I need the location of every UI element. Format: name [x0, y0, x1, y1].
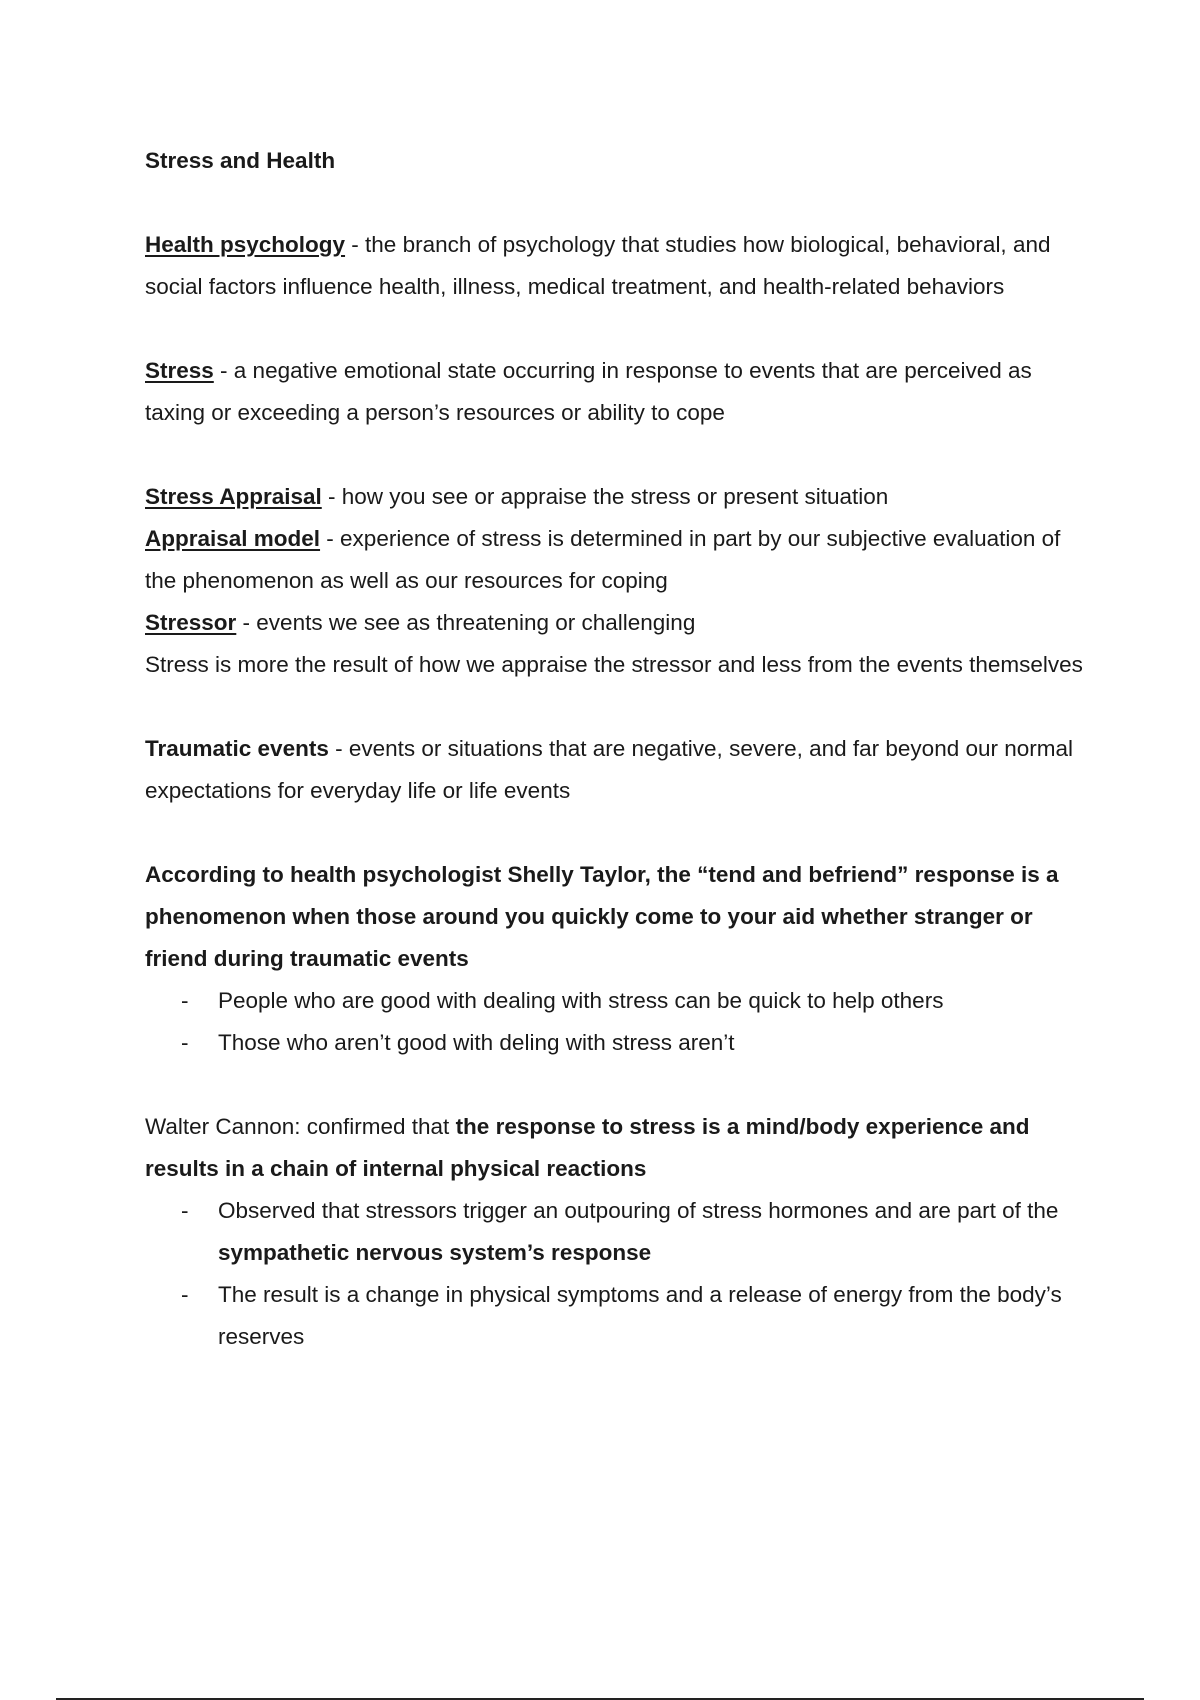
taylor-bullet-list [145, 980, 1095, 1064]
stress-term: Stress [145, 358, 214, 383]
stress-text: - a negative emotional state occurring in response to events that are perceived as taxing or exceeding a person’s resources or ability to cope [145, 358, 1032, 425]
list-item-bold: sympathetic nervous system’s response [218, 1240, 652, 1265]
stressor-note: Stress is more the result of how we appraise the stressor and less from the events themselves [145, 652, 1083, 677]
dash-marker: - [181, 1282, 189, 1307]
list-item-text: People who are good with dealing with stress can be quick to help others [218, 988, 944, 1013]
list-item [145, 1190, 1095, 1274]
dash-marker: - [181, 1198, 189, 1223]
stressor-text: - events we see as threatening or challenging [236, 610, 696, 635]
traumatic-events-definition [145, 728, 1095, 812]
list-item-text: The result is a change in physical symptoms and a release of energy from the body’s reserves [218, 1282, 1062, 1349]
health-psychology-definition [145, 224, 1095, 308]
list-item [145, 1274, 1095, 1358]
health-psychology-term: Health psychology [145, 232, 346, 257]
stress-definition [145, 350, 1095, 434]
cannon-intro: Walter Cannon: confirmed that [145, 1114, 456, 1139]
taylor-statement: According to health psychologist Shelly Taylor, the “tend and befriend” response is a phenomenon when those around you quickly come to your aid whether stranger or friend during traumatic events [145, 862, 1059, 971]
traumatic-events-term: Traumatic events [145, 736, 329, 761]
list-item-text: Observed that stressors trigger an outpouring of stress hormones and are part of the [218, 1198, 1059, 1223]
document-page [145, 140, 1095, 1358]
cannon-bold: the response to stress is a mind/body experience and results in a chain of internal physical reactions [145, 1114, 1030, 1181]
appraisal-model-text: - experience of stress is determined in part by our subjective evaluation of the phenomenon as well as our resources for coping [145, 526, 1061, 593]
list-item [145, 1022, 1095, 1064]
stressor-term: Stressor [145, 610, 237, 635]
list-item-text: Those who aren’t good with deling with stress aren’t [218, 1030, 735, 1055]
list-item [145, 980, 1095, 1022]
stress-appraisal-text: - how you see or appraise the stress or present situation [321, 484, 889, 509]
dash-marker: - [181, 988, 189, 1013]
appraisal-model-definition [145, 518, 1095, 602]
cannon-bullet-list [145, 1190, 1095, 1358]
appraisal-model-term: Appraisal model [145, 526, 321, 551]
page-title: Stress and Health [145, 148, 336, 173]
health-psychology-text: - the branch of psychology that studies how biological, behavioral, and social factors influence health, illness, medical treatment, and health-related behaviors [145, 232, 1051, 299]
dash-marker: - [181, 1030, 189, 1055]
stress-appraisal-definition [145, 476, 1095, 518]
stress-appraisal-term: Stress Appraisal [145, 484, 322, 509]
traumatic-events-text: - events or situations that are negative, severe, and far beyond our normal expectations for everyday life or life events [145, 736, 1074, 803]
stressor-definition [145, 602, 1095, 644]
cannon-statement [145, 1106, 1095, 1190]
